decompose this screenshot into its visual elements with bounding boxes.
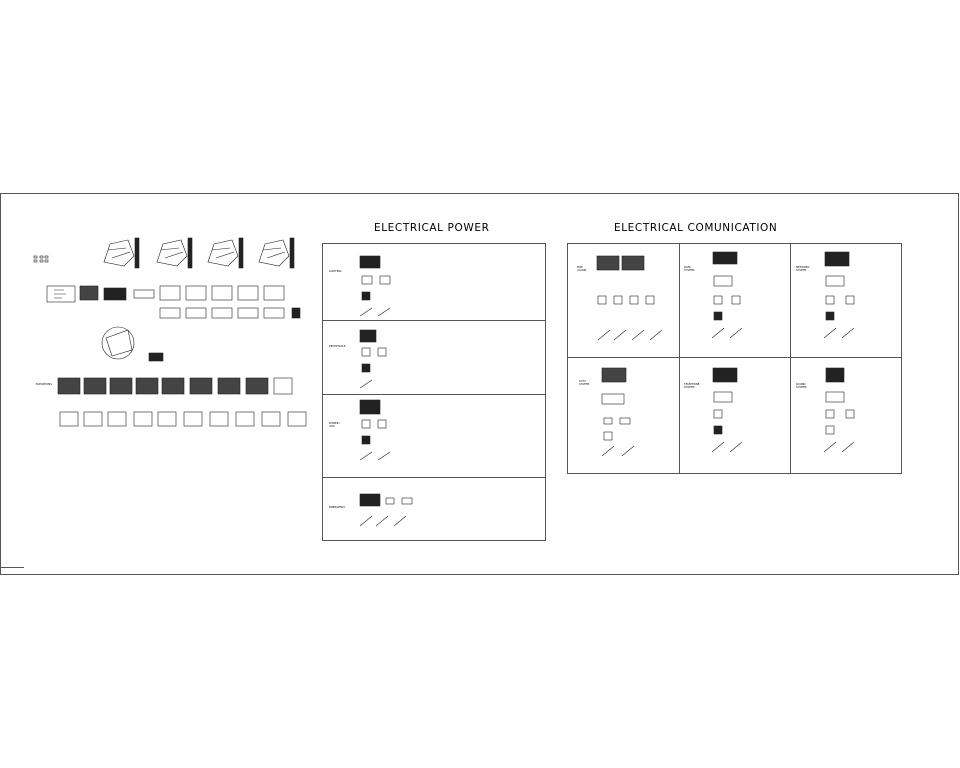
section-label-emergency: EMERGENCY bbox=[329, 506, 346, 509]
receptacle-diagrams bbox=[360, 330, 386, 388]
power-title: ELECTRICAL POWER bbox=[374, 222, 490, 234]
section-label-receptacle: RECEPTACLE bbox=[329, 345, 346, 348]
cell-label-network: NETWORK SYSTEM bbox=[796, 266, 810, 272]
site-plan-2 bbox=[157, 238, 192, 268]
sound-system-diagrams bbox=[824, 368, 854, 452]
section-label-power: POWER / AHU bbox=[329, 422, 341, 428]
key-legend bbox=[34, 256, 48, 262]
elevations-label: ELEVATIONS bbox=[36, 383, 52, 386]
network-system-diagrams bbox=[824, 252, 854, 338]
cell-label-fire-alarm: FIRE ALARM bbox=[577, 266, 587, 272]
elevation-row bbox=[58, 378, 292, 394]
fire-alarm-diagrams bbox=[597, 256, 662, 340]
cctv-system-diagrams bbox=[602, 368, 634, 456]
comm-title: ELECTRICAL COMUNICATION bbox=[614, 222, 778, 234]
lighting-diagrams bbox=[360, 256, 390, 316]
emergency-diagrams bbox=[360, 494, 412, 526]
site-plan-3 bbox=[208, 238, 243, 268]
cell-label-cctv: CCTV SYSTEM bbox=[579, 380, 590, 386]
site-plan-1 bbox=[104, 238, 139, 268]
cell-label-sound: SOUND SYSTEM bbox=[796, 383, 807, 389]
telephone-system-diagrams bbox=[712, 368, 742, 452]
sheet-row-1 bbox=[47, 286, 284, 302]
cell-label-telephone: TELEPHONE SYSTEM bbox=[684, 383, 700, 389]
circular-plan bbox=[102, 327, 163, 361]
section-label-lighting: LIGHTING bbox=[329, 270, 342, 273]
sheet-row-2 bbox=[160, 308, 300, 318]
power-diagrams bbox=[360, 400, 390, 460]
detail-row bbox=[60, 412, 306, 426]
cell-label-data: DATA SYSTEM bbox=[684, 266, 695, 272]
data-system-diagrams bbox=[712, 252, 742, 338]
site-plan-4 bbox=[259, 238, 294, 268]
